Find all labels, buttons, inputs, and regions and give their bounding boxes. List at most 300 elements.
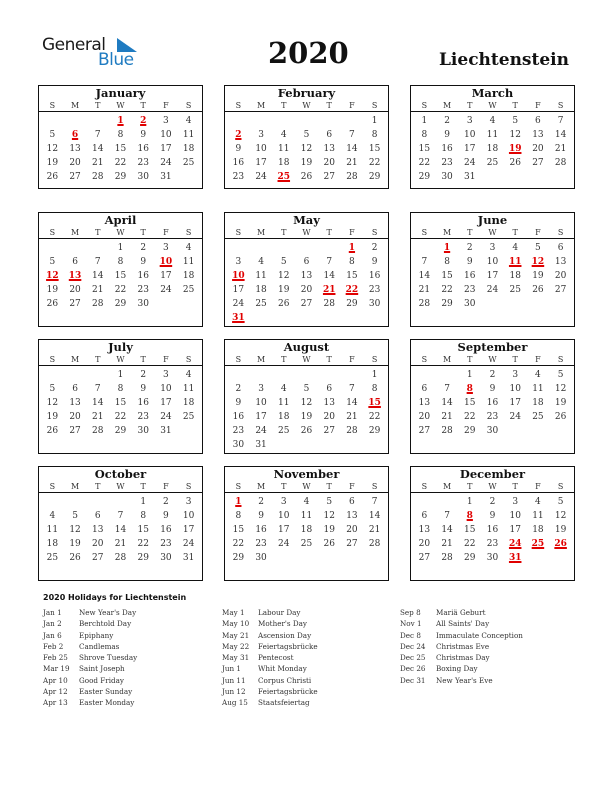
weekday-label: W — [116, 482, 125, 491]
day-cell: 17 — [182, 525, 195, 535]
day-cell: 9 — [444, 130, 450, 140]
month-october — [38, 466, 203, 581]
day-cell: 17 — [255, 158, 267, 168]
day-cell: 17 — [278, 525, 290, 535]
weekday-label: T — [140, 482, 146, 491]
day-cell: 30 — [160, 553, 172, 563]
day-cell: 25 — [486, 158, 499, 168]
day-cell: 11 — [532, 511, 544, 521]
day-cell: 16 — [486, 398, 499, 408]
day-cell: 13 — [69, 144, 81, 154]
day-cell: 23 — [232, 172, 245, 182]
holiday-date: May 10 — [222, 619, 250, 629]
day-cell: 20 — [346, 525, 358, 535]
weekday-label: S — [371, 228, 378, 237]
day-cell: 16 — [137, 144, 149, 154]
month-september — [410, 339, 575, 454]
day-grid — [411, 366, 574, 438]
day-cell: 28 — [323, 299, 335, 309]
day-cell: 11 — [278, 398, 290, 408]
holiday-name: Easter Monday — [79, 698, 135, 708]
holiday-item — [400, 641, 523, 652]
day-cell: 6 — [303, 257, 310, 267]
empty-cell — [250, 368, 273, 382]
day-cell: 28 — [92, 426, 104, 436]
day-cell: 26 — [300, 426, 313, 436]
weekday-label: W — [488, 482, 497, 491]
day-cell: 7 — [444, 384, 450, 394]
day-cell: 6 — [326, 384, 333, 394]
day-cell: 9 — [466, 257, 473, 267]
day-cell: 23 — [137, 285, 149, 295]
weekday-label: F — [349, 355, 355, 364]
day-cell: 17 — [509, 398, 521, 408]
day-cell: 4 — [280, 130, 287, 140]
day-cell: 25 — [509, 285, 521, 295]
day-cell: 28 — [92, 172, 104, 182]
day-cell: 4 — [535, 497, 541, 507]
day-cell: 3 — [258, 384, 264, 394]
holiday-day-cell: 25 — [531, 539, 545, 549]
day-cell: 8 — [371, 130, 378, 140]
holiday-item — [222, 630, 318, 641]
holiday-date: Dec 26 — [400, 664, 426, 674]
holiday-date: Dec 8 — [400, 630, 421, 640]
day-cell: 18 — [532, 525, 544, 535]
day-cell: 26 — [69, 553, 81, 563]
weekday-label: M — [256, 101, 266, 110]
day-cell: 18 — [182, 271, 195, 281]
weekday-label: F — [349, 101, 355, 110]
empty-cell — [86, 368, 109, 382]
day-cell: 5 — [303, 130, 310, 140]
day-cell: 4 — [185, 116, 192, 126]
day-cell: 2 — [489, 370, 496, 380]
day-cell: 21 — [92, 158, 104, 168]
day-cell: 3 — [258, 130, 264, 140]
weekday-label: S — [371, 482, 378, 491]
empty-cell — [295, 368, 318, 382]
holiday-item — [400, 607, 523, 618]
weekday-label: T — [512, 482, 518, 491]
holiday-name: Boxing Day — [436, 664, 478, 674]
weekday-label: W — [116, 355, 125, 364]
weekday-label: F — [535, 355, 541, 364]
day-cell: 13 — [346, 511, 358, 521]
day-cell: 22 — [114, 412, 127, 422]
day-cell: 28 — [92, 299, 104, 309]
day-cell: 23 — [137, 412, 149, 422]
holiday-item — [43, 663, 137, 674]
day-cell: 23 — [232, 426, 245, 436]
day-cell: 17 — [232, 285, 245, 295]
empty-cell — [250, 241, 273, 255]
holiday-name: Feiertagsbrücke — [258, 641, 318, 651]
day-cell: 23 — [255, 539, 267, 549]
weekday-label: T — [281, 482, 287, 491]
day-cell: 20 — [69, 285, 81, 295]
holiday-day-cell: 26 — [554, 539, 567, 549]
day-cell: 21 — [346, 158, 358, 168]
day-cell: 25 — [182, 412, 195, 422]
empty-cell — [86, 495, 109, 509]
month-name: November — [273, 467, 340, 481]
day-cell: 9 — [140, 130, 147, 140]
empty-cell — [86, 114, 109, 128]
day-cell: 24 — [182, 539, 195, 549]
day-cell: 27 — [69, 426, 81, 436]
day-cell: 20 — [300, 285, 313, 295]
weekday-label: M — [256, 482, 266, 491]
day-cell: 23 — [486, 412, 499, 422]
weekday-label: T — [467, 482, 473, 491]
day-cell: 24 — [255, 172, 267, 182]
day-cell: 22 — [418, 158, 431, 168]
weekday-label: M — [70, 482, 80, 491]
day-cell: 2 — [444, 116, 450, 126]
day-cell: 3 — [489, 243, 496, 253]
day-cell: 25 — [300, 539, 313, 549]
weekday-label: W — [488, 228, 497, 237]
holiday-day-cell: 8 — [466, 384, 473, 394]
day-cell: 19 — [532, 271, 544, 281]
weekday-label: T — [95, 101, 101, 110]
day-cell: 10 — [278, 511, 290, 521]
holiday-date: Apr 12 — [43, 687, 68, 697]
day-cell: 18 — [255, 285, 267, 295]
day-cell: 14 — [441, 398, 453, 408]
weekday-label: S — [49, 482, 56, 491]
empty-cell — [413, 368, 436, 382]
empty-cell — [64, 368, 87, 382]
holiday-item — [222, 607, 318, 618]
holiday-date: Jun 12 — [222, 687, 246, 697]
holiday-item — [43, 618, 137, 629]
month-name: July — [108, 340, 133, 354]
holiday-date: Jan 1 — [43, 608, 62, 617]
holiday-date: Dec 24 — [400, 641, 426, 651]
day-cell: 6 — [349, 497, 355, 507]
weekday-label: T — [281, 355, 287, 364]
weekday-label: F — [163, 355, 169, 364]
day-cell: 6 — [326, 130, 333, 140]
day-cell: 5 — [303, 384, 310, 394]
day-cell: 5 — [557, 370, 564, 380]
day-cell: 23 — [464, 285, 476, 295]
holiday-name: Saint Joseph — [79, 664, 125, 674]
day-cell: 17 — [160, 144, 172, 154]
holiday-name: Mariä Geburt — [436, 608, 486, 617]
day-cell: 24 — [255, 426, 267, 436]
day-cell: 12 — [509, 130, 521, 140]
weekday-label: M — [442, 101, 452, 110]
month-name: March — [471, 86, 514, 100]
day-cell: 21 — [441, 412, 453, 422]
month-june — [410, 212, 575, 327]
day-cell: 20 — [69, 412, 81, 422]
holiday-item — [222, 697, 318, 708]
day-cell: 15 — [368, 144, 381, 154]
day-grid — [225, 493, 388, 565]
day-cell: 11 — [182, 130, 195, 140]
day-cell: 27 — [323, 426, 335, 436]
day-cell: 31 — [160, 172, 172, 182]
day-cell: 29 — [368, 172, 381, 182]
day-cell: 31 — [255, 440, 267, 450]
month-march — [410, 85, 575, 189]
empty-cell — [227, 241, 250, 255]
weekday-label: W — [488, 101, 497, 110]
day-cell: 17 — [464, 144, 476, 154]
day-cell: 22 — [368, 158, 381, 168]
weekday-label: S — [371, 355, 378, 364]
weekday-label: F — [163, 228, 169, 237]
holiday-date: Sep 8 — [400, 608, 421, 617]
holiday-item — [222, 686, 318, 697]
day-cell: 21 — [346, 412, 358, 422]
day-cell: 10 — [509, 384, 521, 394]
day-cell: 21 — [368, 525, 381, 535]
day-cell: 2 — [140, 243, 147, 253]
day-cell: 20 — [418, 539, 431, 549]
empty-cell — [341, 114, 364, 128]
day-cell: 18 — [182, 398, 195, 408]
weekday-header — [39, 354, 202, 366]
holiday-day-cell: 12 — [531, 257, 545, 267]
holiday-day-cell: 22 — [345, 285, 359, 295]
day-cell: 15 — [114, 271, 127, 281]
holidays-title: 2020 Holidays for Liechtenstein — [43, 593, 187, 602]
weekday-label: M — [442, 355, 452, 364]
day-cell: 22 — [464, 539, 476, 549]
holiday-date: Dec 31 — [400, 675, 426, 685]
day-cell: 15 — [464, 525, 476, 535]
month-name: August — [283, 340, 330, 354]
country-name: Liechtenstein — [438, 50, 569, 70]
day-cell: 2 — [371, 243, 378, 253]
day-cell: 24 — [509, 412, 521, 422]
day-cell: 3 — [185, 497, 192, 507]
weekday-label: S — [185, 101, 192, 110]
day-cell: 31 — [464, 172, 476, 182]
weekday-label: S — [185, 228, 192, 237]
day-cell: 1 — [371, 116, 378, 126]
holiday-name: Christmas Eve — [436, 641, 490, 651]
weekday-label: T — [467, 101, 473, 110]
day-cell: 30 — [486, 426, 499, 436]
weekday-label: S — [235, 482, 242, 491]
day-cell: 14 — [114, 525, 127, 535]
holiday-date: Apr 13 — [43, 698, 68, 708]
day-cell: 12 — [554, 511, 567, 521]
weekday-label: S — [49, 101, 56, 110]
day-cell: 25 — [182, 285, 195, 295]
day-cell: 2 — [258, 497, 264, 507]
day-cell: 30 — [137, 172, 149, 182]
day-cell: 15 — [418, 144, 431, 154]
holiday-name: New Year's Day — [79, 608, 137, 617]
holiday-day-cell: 6 — [71, 130, 79, 140]
weekday-label: S — [421, 482, 428, 491]
day-cell: 2 — [466, 243, 473, 253]
day-cell: 22 — [464, 412, 476, 422]
weekday-label: W — [302, 482, 311, 491]
empty-cell — [250, 114, 273, 128]
month-name: October — [94, 467, 147, 481]
holiday-day-cell: 8 — [466, 511, 473, 521]
day-cell: 21 — [114, 539, 127, 549]
holiday-date: Jan 6 — [43, 630, 62, 640]
day-grid — [225, 366, 388, 452]
day-cell: 7 — [94, 384, 101, 394]
weekday-header — [225, 100, 388, 112]
empty-cell — [436, 368, 459, 382]
empty-cell — [295, 241, 318, 255]
day-cell: 10 — [255, 398, 267, 408]
day-grid — [39, 366, 202, 438]
holiday-name: Pentecost — [258, 653, 294, 663]
holiday-day-cell: 1 — [235, 497, 242, 507]
holiday-day-cell: 11 — [508, 257, 522, 267]
day-cell: 5 — [512, 116, 519, 126]
weekday-label: T — [326, 228, 332, 237]
holiday-date: Jun 1 — [222, 664, 241, 674]
day-cell: 13 — [69, 398, 81, 408]
holiday-day-cell: 15 — [368, 398, 381, 408]
day-cell: 30 — [464, 299, 476, 309]
day-cell: 2 — [163, 497, 169, 507]
day-cell: 3 — [163, 370, 169, 380]
weekday-label: M — [70, 101, 80, 110]
day-cell: 8 — [235, 511, 242, 521]
weekday-label: W — [116, 101, 125, 110]
day-cell: 28 — [346, 426, 358, 436]
weekday-label: T — [281, 101, 287, 110]
day-cell: 19 — [46, 158, 59, 168]
day-grid — [225, 239, 388, 325]
day-cell: 4 — [303, 497, 310, 507]
day-cell: 10 — [255, 144, 267, 154]
month-name: May — [293, 213, 320, 227]
day-cell: 6 — [421, 511, 428, 521]
weekday-label: S — [421, 228, 428, 237]
holiday-item — [43, 641, 137, 652]
holiday-date: Dec 25 — [400, 653, 426, 663]
day-cell: 19 — [69, 539, 81, 549]
weekday-label: M — [256, 355, 266, 364]
empty-cell — [109, 495, 132, 509]
day-cell: 19 — [554, 398, 567, 408]
weekday-label: T — [512, 228, 518, 237]
holiday-item — [43, 686, 137, 697]
day-cell: 21 — [441, 539, 453, 549]
month-february — [224, 85, 389, 189]
holiday-name: Christmas Day — [436, 653, 490, 663]
holiday-date: Feb 2 — [43, 641, 64, 651]
day-cell: 30 — [441, 172, 453, 182]
day-cell: 27 — [69, 299, 81, 309]
month-name: December — [459, 467, 526, 481]
day-cell: 1 — [466, 370, 473, 380]
day-cell: 3 — [235, 257, 242, 267]
day-cell: 18 — [46, 539, 59, 549]
month-name: September — [457, 340, 528, 354]
holiday-name: Staatsfeiertag — [258, 698, 310, 708]
day-cell: 22 — [441, 285, 453, 295]
weekday-label: S — [185, 355, 192, 364]
day-cell: 21 — [92, 412, 104, 422]
holiday-name: Candlemas — [79, 641, 120, 651]
day-cell: 31 — [160, 426, 172, 436]
holiday-date: May 21 — [222, 630, 250, 640]
day-cell: 18 — [278, 158, 290, 168]
day-cell: 3 — [280, 497, 287, 507]
day-cell: 4 — [512, 243, 519, 253]
day-cell: 25 — [255, 299, 267, 309]
weekday-label: T — [467, 355, 473, 364]
day-cell: 14 — [441, 525, 453, 535]
day-cell: 15 — [114, 398, 127, 408]
day-cell: 25 — [278, 426, 290, 436]
day-cell: 1 — [117, 243, 124, 253]
day-cell: 2 — [140, 370, 147, 380]
holiday-day-cell: 1 — [117, 116, 124, 126]
month-name: April — [104, 213, 137, 227]
day-cell: 23 — [160, 539, 172, 549]
day-cell: 20 — [532, 144, 544, 154]
weekday-label: F — [535, 228, 541, 237]
day-cell: 28 — [554, 158, 567, 168]
day-cell: 4 — [489, 116, 496, 126]
day-cell: 17 — [509, 525, 521, 535]
holiday-date: Apr 10 — [43, 675, 68, 685]
day-cell: 26 — [554, 412, 567, 422]
day-cell: 11 — [182, 384, 195, 394]
day-cell: 19 — [46, 285, 59, 295]
day-cell: 14 — [368, 511, 381, 521]
holiday-name: Shrove Tuesday — [79, 653, 138, 663]
day-cell: 20 — [323, 412, 335, 422]
day-cell: 16 — [137, 398, 149, 408]
empty-cell — [227, 114, 250, 128]
weekday-label: S — [557, 482, 564, 491]
day-cell: 6 — [421, 384, 428, 394]
day-cell: 20 — [554, 271, 567, 281]
weekday-label: F — [535, 101, 541, 110]
day-cell: 3 — [512, 497, 519, 507]
day-cell: 13 — [532, 130, 544, 140]
empty-cell — [86, 241, 109, 255]
day-cell: 9 — [489, 384, 496, 394]
day-cell: 9 — [258, 511, 264, 521]
day-cell: 27 — [92, 553, 104, 563]
day-cell: 8 — [117, 384, 124, 394]
weekday-label: M — [442, 482, 452, 491]
holiday-date: Mar 19 — [43, 664, 70, 674]
day-cell: 6 — [557, 243, 564, 253]
day-cell: 14 — [323, 271, 335, 281]
holiday-column — [43, 607, 137, 709]
day-cell: 16 — [464, 271, 476, 281]
empty-cell — [436, 495, 459, 509]
empty-cell — [41, 241, 64, 255]
weekday-header — [411, 354, 574, 366]
weekday-label: T — [512, 101, 518, 110]
day-cell: 10 — [509, 511, 521, 521]
day-cell: 10 — [182, 511, 195, 521]
day-cell: 18 — [182, 144, 195, 154]
day-grid — [225, 112, 388, 184]
